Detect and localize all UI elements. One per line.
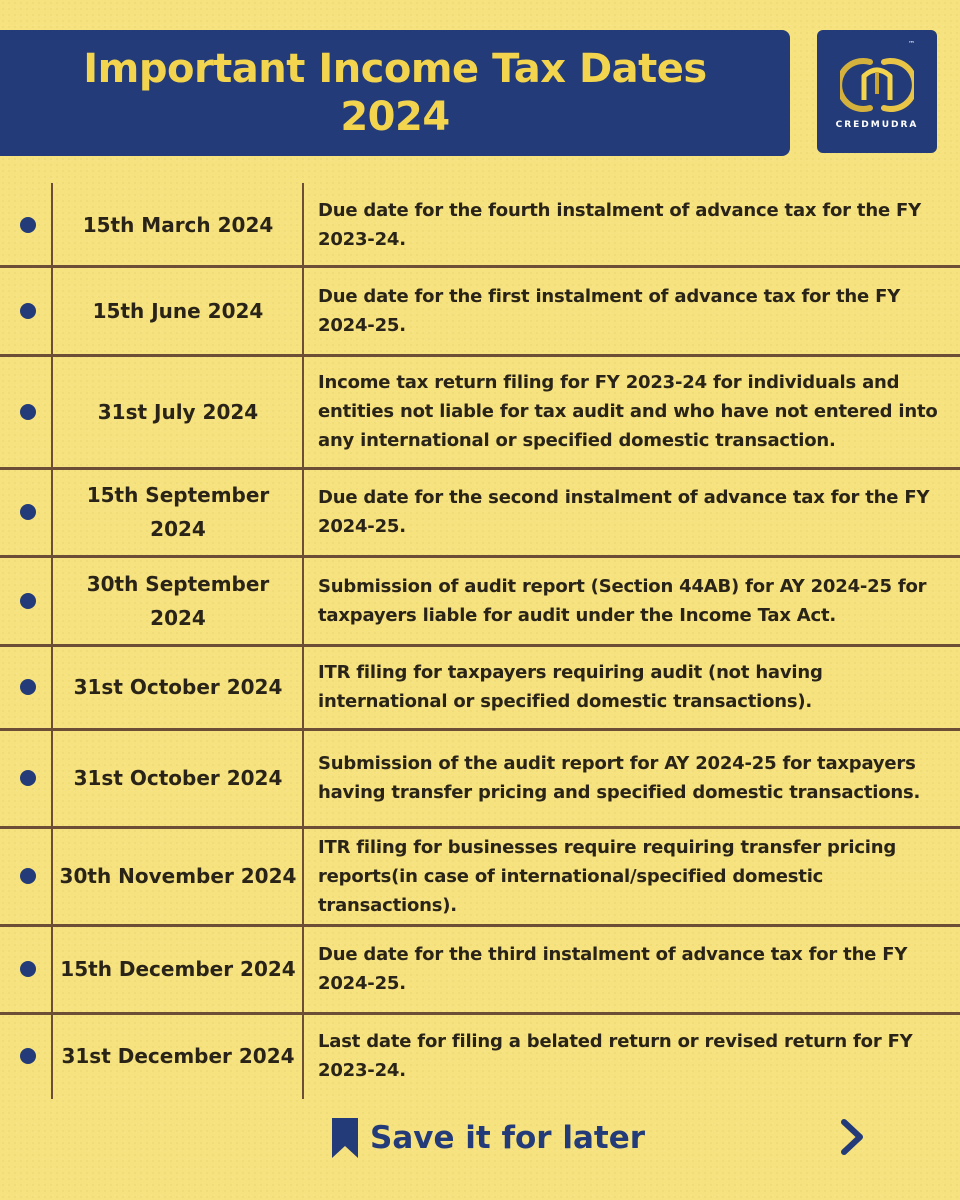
table-row [0, 468, 960, 556]
table-row [0, 183, 960, 266]
save-for-later[interactable] [330, 1114, 645, 1162]
row-description: Due date for the fourth instalment of advance tax for the FY 2023-24. [318, 199, 921, 250]
brand-logo [817, 30, 937, 153]
table-row [0, 1013, 960, 1099]
bullet-icon [20, 504, 36, 520]
row-date: 30th November 2024 [59, 864, 297, 888]
bullet-icon [20, 1048, 36, 1064]
row-date: 31st October 2024 [73, 766, 283, 790]
row-date: 31st December 2024 [61, 1044, 295, 1068]
bullet-icon [20, 404, 36, 420]
row-description: ITR filing for taxpayers requiring audit (not having international or specified domestic transactions). [318, 662, 823, 712]
bullet-icon [20, 679, 36, 695]
row-date: 15th June 2024 [92, 298, 264, 323]
tax-dates-table [0, 183, 960, 1099]
row-description: Due date for the third instalment of advance tax for the FY 2024-25. [318, 944, 908, 994]
row-date: 30th September 2024 [86, 571, 270, 630]
page-title-line-1: Important Income Tax Dates [83, 46, 707, 92]
table-row [0, 266, 960, 355]
bullet-icon [20, 303, 36, 319]
page-title-line-2: 2024 [340, 94, 450, 140]
logo-text: CREDMUDRA [835, 119, 919, 130]
bullet-icon [20, 217, 36, 233]
table-row [0, 925, 960, 1013]
bullet-icon [20, 770, 36, 786]
credmudra-logo-icon [840, 54, 914, 116]
bullet-icon [20, 868, 36, 884]
row-description: ITR filing for businesses require requiring transfer pricing reports(in case of international/specified domestic transactions). [318, 836, 897, 916]
row-description: Due date for the second instalment of advance tax for the FY 2024-25. [318, 487, 930, 537]
row-description: Due date for the first instalment of advance tax for the FY 2024-25. [318, 285, 901, 336]
table-row [0, 729, 960, 827]
table-row [0, 827, 960, 925]
row-description: Last date for filing a belated return or revised return for FY 2023-24. [318, 1031, 913, 1081]
row-description: Submission of the audit report for AY 2024-25 for taxpayers having transfer pricing and specified domestic transactions. [318, 753, 921, 803]
row-date: 31st July 2024 [97, 399, 259, 424]
table-row [0, 355, 960, 468]
table-row [0, 645, 960, 729]
row-description: Income tax return filing for FY 2023-24 for individuals and entities not liable for tax audit and who have not entered into any international or specified domestic transaction. [318, 372, 938, 451]
row-date: 15th December 2024 [60, 957, 296, 981]
bullet-icon [20, 961, 36, 977]
chevron-right-icon[interactable] [836, 1117, 868, 1157]
trademark-mark: ™ [908, 40, 915, 48]
title-banner [0, 30, 790, 156]
row-description: Submission of audit report (Section 44AB) for AY 2024-25 for taxpayers liable for audit under the Income Tax Act. [318, 575, 927, 626]
row-date: 31st October 2024 [73, 675, 283, 699]
save-label: Save it for later [370, 1120, 646, 1156]
row-date: 15th March 2024 [82, 212, 274, 237]
table-row [0, 556, 960, 645]
bookmark-icon [330, 1116, 360, 1160]
bullet-icon [20, 593, 36, 609]
row-date: 15th September 2024 [86, 483, 270, 541]
